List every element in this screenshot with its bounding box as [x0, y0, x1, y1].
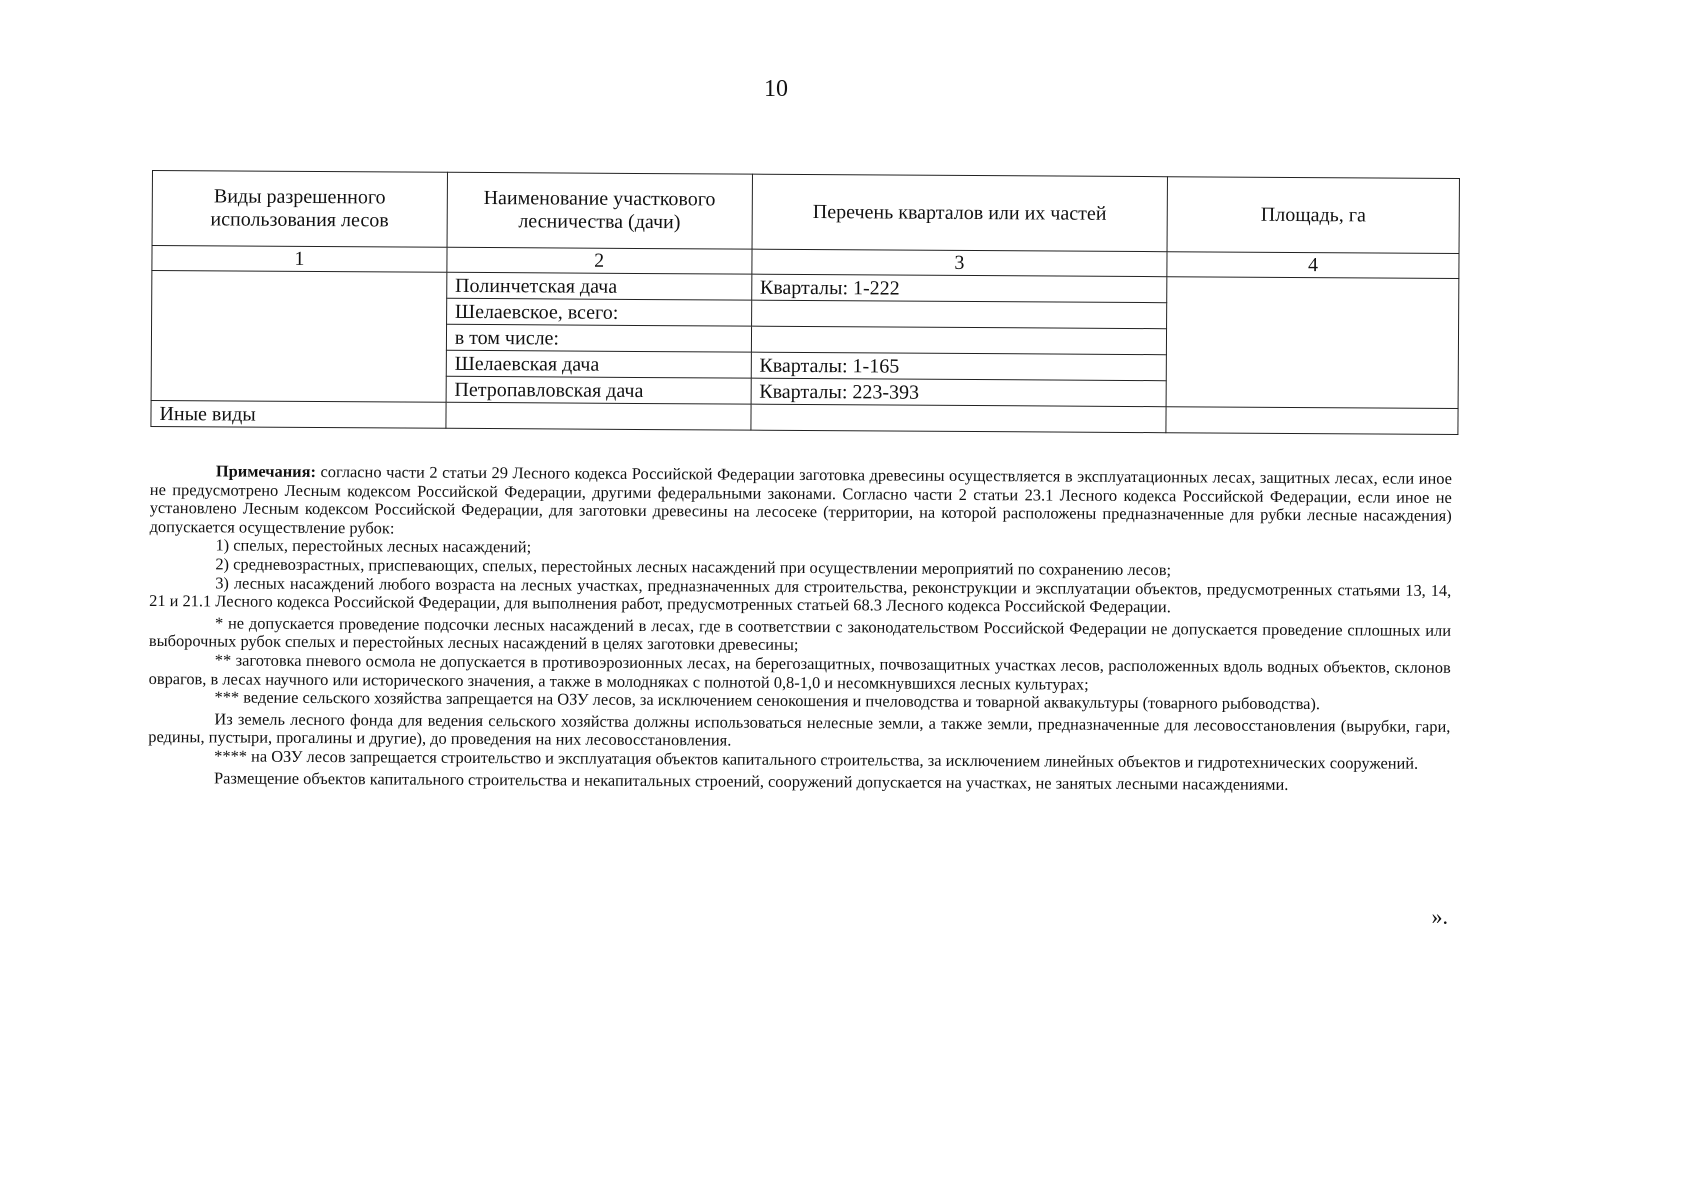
forestry-name-cell: Шелаевская дача [446, 350, 751, 378]
page-number: 10 [764, 76, 788, 102]
note-star-3: *** ведение сельского хозяйства запрещается на ОЗУ лесов, за исключением сенокошения и пчеловодства и товарной аквакультуры (товарного рыбоводства). [214, 687, 1321, 714]
header-area: Площадь, га [1167, 177, 1459, 254]
quarters-cell: Кварталы: 1-165 [751, 352, 1167, 381]
column-number: 3 [751, 249, 1167, 277]
notes-heading: Примечания: [215, 461, 317, 482]
forest-use-table [150, 170, 1460, 435]
header-forestry-name: Наименование участкового лесничества (дачи) [447, 172, 752, 249]
notes-section [148, 462, 1452, 795]
notes-intro-text: согласно части 2 статьи 29 Лесного кодекса Российской Федерации заготовка древесины осуществляется в эксплуатационных лесах, защитных лесах, если иное не предусмотрено Лесным кодексом Российской Федерации, другими федеральными законами. Согласно части 2 статьи 23.1 Лесного кодекса Российской Федерации, если иное не установлено Лесным кодексом Российской Федерации, для заготовки древесины на лесосеке (территории, на которой расположены предназначенные для рубки лесные насаждения) допускается осуществление рубок: [149, 462, 1452, 538]
header-quarters-list: Перечень кварталов или их частей [752, 174, 1168, 252]
forestry-name-cell: в том числе: [446, 324, 751, 352]
forestry-name-cell: Полинчетская дача [447, 272, 752, 300]
use-type-cell-empty [151, 271, 447, 403]
quarters-cell [751, 326, 1167, 355]
empty-cell [1166, 407, 1458, 435]
note-star-4: **** на ОЗУ лесов запрещается строительство и эксплуатация объектов капитального строительства, за исключением линейных объектов и гидротехнических сооружений. [214, 746, 1419, 773]
note-star-2: ** заготовка пневого осмола не допускается в противоэрозионных лесах, на берегозащитных, почвозащитных участках лесов, расположенных вдоль водных объектов, склонов оврагов, в лесах научного или исторического значения, а также в молодняках с полнотой 0,8-1,0 и несомкнувшихся лесных культурах; [148, 650, 1451, 694]
forestry-name-cell: Шелаевское, всего: [446, 298, 751, 326]
note-item-2: 2) средневозрастных, приспевающих, спелых, перестойных лесных насаждений при осуществлении мероприятий по сохранению лесов; [215, 554, 1172, 580]
column-number: 2 [447, 247, 752, 274]
quarters-cell: Кварталы: 1-222 [751, 274, 1167, 303]
note-placement: Размещение объектов капитального строительства и некапитальных строений, сооружений допускается на участках, не занятых лесными насаждениями. [214, 767, 1289, 794]
note-star-1: * не допускается проведение подсочки лесных насаждений в лесах, где в соответствии с законодательством Российской Федерации не допускается проведение сплошных или выборочных рубок спелых и перестойных лесных насаждений в целях заготовки древесины; [148, 613, 1452, 655]
note-lands: Из земель лесного фонда для ведения сельского хозяйства должны использоваться нелесные земли, а также земли, предназначенные для лесовосстановления (вырубки, гари, редины, пустыри, прогалины и другие), до проведения на них лесовосстановления. [148, 709, 1451, 750]
note-item-1: 1) спелых, перестойных лесных насаждений; [215, 535, 532, 557]
closing-quote-mark: ». [1431, 904, 1448, 929]
forestry-name-cell: Петропавловская дача [446, 376, 751, 404]
column-number: 1 [152, 246, 447, 273]
empty-cell [751, 404, 1167, 433]
quarters-cell [751, 300, 1167, 329]
note-item-3: 3) лесных насаждений любого возраста на лесных участках, предназначенных для строительства, реконструкции и эксплуатации объектов, предусмотренных статьями 13, 14, 21 и 21.1 Лесного кодекса Российской Федерации, для выполнения работ, предусмотренных статьей 68.3 Лесного кодекса Российской Федерации. [149, 572, 1452, 617]
other-uses-label: Иные виды [151, 400, 446, 428]
empty-cell [446, 402, 751, 430]
table-header-row [152, 171, 1459, 254]
header-use-types: Виды разрешенного использования лесов [152, 171, 447, 248]
quarters-cell: Кварталы: 223-393 [751, 378, 1167, 407]
column-number: 4 [1167, 252, 1459, 279]
area-cell-empty [1166, 277, 1459, 409]
notes-intro-paragraph [150, 462, 1452, 544]
